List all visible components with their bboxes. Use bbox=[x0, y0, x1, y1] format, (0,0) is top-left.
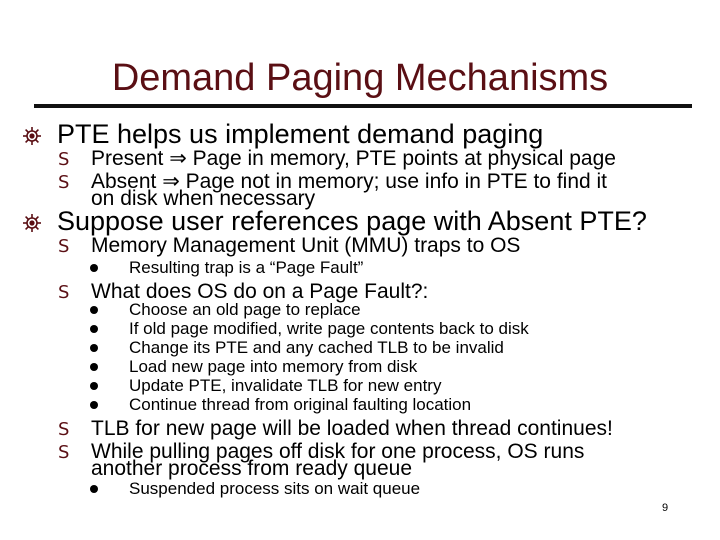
bullet-what-does-os: What does OS do on a Page Fault?: bbox=[91, 280, 429, 303]
bullet-tlb-loaded: TLB for new page will be loaded when thread continues! bbox=[91, 417, 613, 440]
step-item: If old page modified, write page contents back to disk bbox=[129, 319, 529, 338]
bullet-pte-helps: PTE helps us implement demand paging bbox=[57, 119, 544, 149]
gear-icon bbox=[22, 213, 42, 233]
dot-icon bbox=[90, 306, 98, 314]
dot-icon bbox=[90, 485, 98, 493]
bullet-absent-line1: Absent ⇒ Page not in memory; use info in PTE to find it bbox=[91, 170, 608, 193]
bullet-while-pulling-line2: another process from ready queue bbox=[91, 457, 413, 480]
step-item: Update PTE, invalidate TLB for new entry bbox=[129, 376, 442, 395]
step-item: Continue thread from original faulting location bbox=[129, 395, 472, 414]
s-bullet-icon: S bbox=[58, 149, 70, 170]
bullet-suspended: Suspended process sits on wait queue bbox=[129, 479, 421, 498]
step-item: Choose an old page to replace bbox=[129, 300, 361, 319]
s-bullet-icon: S bbox=[58, 236, 70, 257]
dot-icon bbox=[90, 382, 98, 390]
bullet-resulting-trap: Resulting trap is a “Page Fault” bbox=[129, 258, 364, 277]
s-bullet-icon: S bbox=[58, 172, 70, 193]
bullet-present: Present ⇒ Page in memory, PTE points at physical page bbox=[91, 147, 616, 170]
dot-icon bbox=[90, 344, 98, 352]
bullet-while-pulling-line1: While pulling pages off disk for one process, OS runs bbox=[91, 440, 585, 463]
title-divider bbox=[34, 104, 692, 108]
step-item: Load new page into memory from disk bbox=[129, 357, 418, 376]
s-bullet-icon: S bbox=[58, 282, 70, 303]
bullet-mmu: Memory Management Unit (MMU) traps to OS bbox=[91, 234, 521, 257]
slide-title: Demand Paging Mechanisms bbox=[111, 57, 609, 99]
s-bullet-icon: S bbox=[58, 442, 70, 463]
dot-icon bbox=[90, 401, 98, 409]
dot-icon bbox=[90, 363, 98, 371]
dot-icon bbox=[90, 264, 98, 272]
bullet-absent-line2: on disk when necessary bbox=[91, 187, 316, 210]
dot-icon bbox=[90, 325, 98, 333]
gear-icon bbox=[22, 126, 42, 146]
bullet-suppose: Suppose user references page with Absent PTE? bbox=[57, 206, 647, 236]
s-bullet-icon: S bbox=[58, 419, 70, 440]
step-item: Change its PTE and any cached TLB to be invalid bbox=[129, 338, 504, 357]
page-number: 9 bbox=[662, 502, 669, 514]
